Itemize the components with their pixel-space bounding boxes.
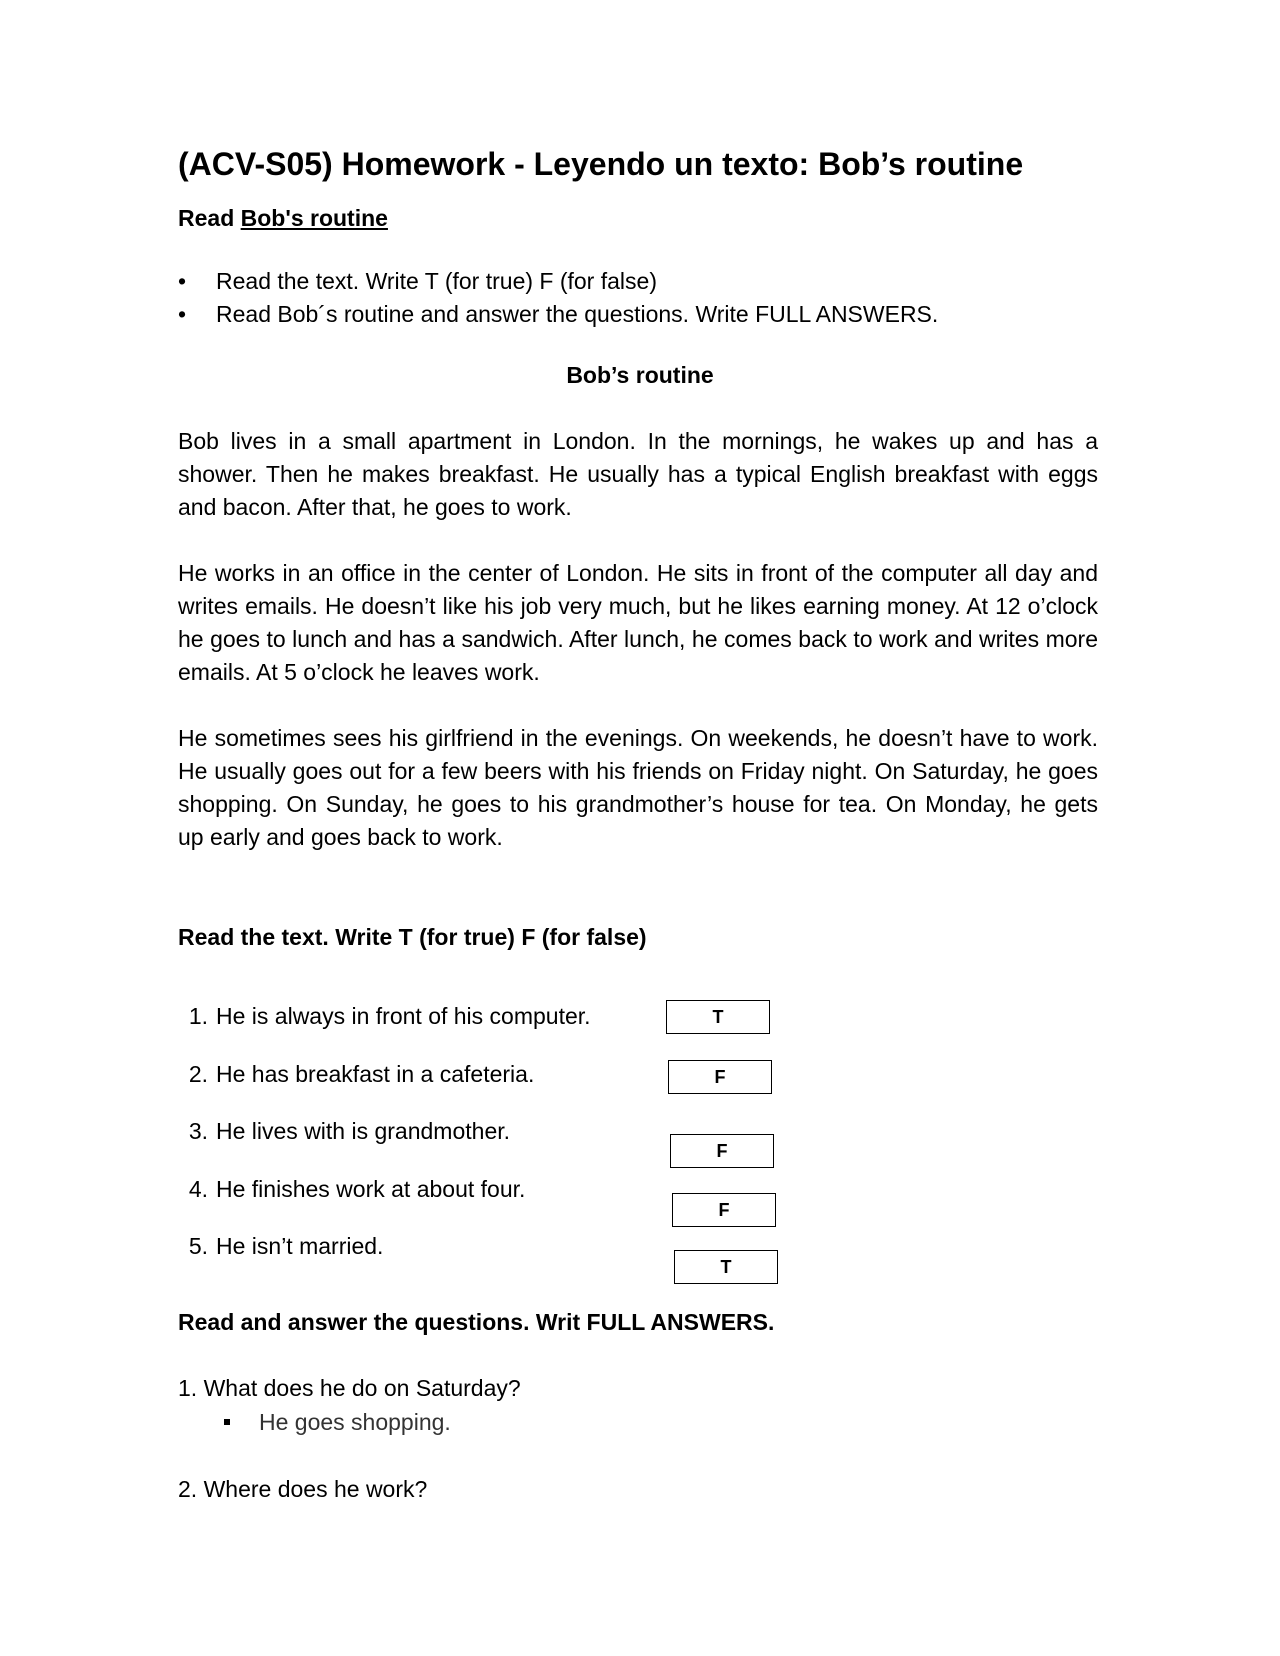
reading-paragraph: Bob lives in a small apartment in London. In the mornings, he wakes up and has a shower. Then he makes breakfast. He usually has a typical English breakfast with eggs and bacon. After that, he goes to work. <box>178 428 1098 520</box>
instruction-item <box>178 268 1178 298</box>
tf-item-text: He lives with is grandmother. <box>216 1118 511 1144</box>
tf-item-text: He has breakfast in a cafeteria. <box>216 1061 535 1087</box>
tf-item-number: 2. <box>188 1061 208 1087</box>
tf-answer-box[interactable]: T <box>666 1000 770 1034</box>
reading-paragraph: He sometimes sees his girlfriend in the evenings. On weekends, he doesn’t have to work. He usually goes out for a few beers with his friends on Friday night. On Saturday, he goes shopping. On Sunday, he goes to his grandmother’s house for tea. On Monday, he gets up early and goes back to work. <box>178 725 1098 850</box>
answer-item <box>224 1409 724 1439</box>
tf-answer-box[interactable]: F <box>670 1134 774 1168</box>
bullet-icon: • <box>178 301 187 327</box>
document-title: (ACV-S05) Homework - Leyendo un texto: Bob’s routine <box>178 146 1024 182</box>
tf-item <box>178 1003 658 1033</box>
tf-item <box>178 1118 658 1148</box>
tf-item <box>178 1061 658 1091</box>
tf-item-number: 3. <box>188 1118 208 1144</box>
tf-item-number: 1. <box>188 1003 208 1029</box>
tf-item-text: He is always in front of his computer. <box>216 1003 591 1029</box>
instruction-text: Read Bob´s routine and answer the questions. Write FULL ANSWERS. <box>216 301 939 327</box>
reading-title: Bob’s routine <box>566 362 714 388</box>
tf-item-text: He finishes work at about four. <box>216 1176 526 1202</box>
tf-item <box>178 1233 658 1263</box>
tf-item-number: 4. <box>188 1176 208 1202</box>
tf-item <box>178 1176 658 1206</box>
read-instruction <box>178 205 388 232</box>
bobs-routine-link[interactable]: Bob's routine <box>240 205 388 231</box>
read-prefix: Read <box>178 205 235 231</box>
bullet-icon: • <box>178 268 187 294</box>
reading-paragraph: He works in an office in the center of London. He sits in front of the computer all day and writes emails. He doesn’t like his job very much, but he likes earning money. At 12 o’clock he goes to lunch and has a sandwich. After lunch, he comes back to work and writes more emails. At 5 o’clock he leaves work. <box>178 560 1098 685</box>
question-text: 2. Where does he work? <box>178 1476 428 1502</box>
tf-answer-box[interactable]: T <box>674 1250 778 1284</box>
questions-heading: Read and answer the questions. Writ FULL ANSWERS. <box>178 1309 775 1335</box>
square-bullet-icon <box>224 1419 230 1425</box>
tf-answer-box[interactable]: F <box>672 1193 776 1227</box>
instruction-text: Read the text. Write T (for true) F (for false) <box>216 268 657 294</box>
tf-answer-box[interactable]: F <box>668 1060 772 1094</box>
question-text: 1. What does he do on Saturday? <box>178 1375 521 1401</box>
answer-text: He goes shopping. <box>259 1409 451 1435</box>
tf-item-text: He isn’t married. <box>216 1233 384 1259</box>
tf-item-number: 5. <box>188 1233 208 1259</box>
true-false-heading: Read the text. Write T (for true) F (for false) <box>178 924 647 950</box>
instruction-item <box>178 301 1178 331</box>
